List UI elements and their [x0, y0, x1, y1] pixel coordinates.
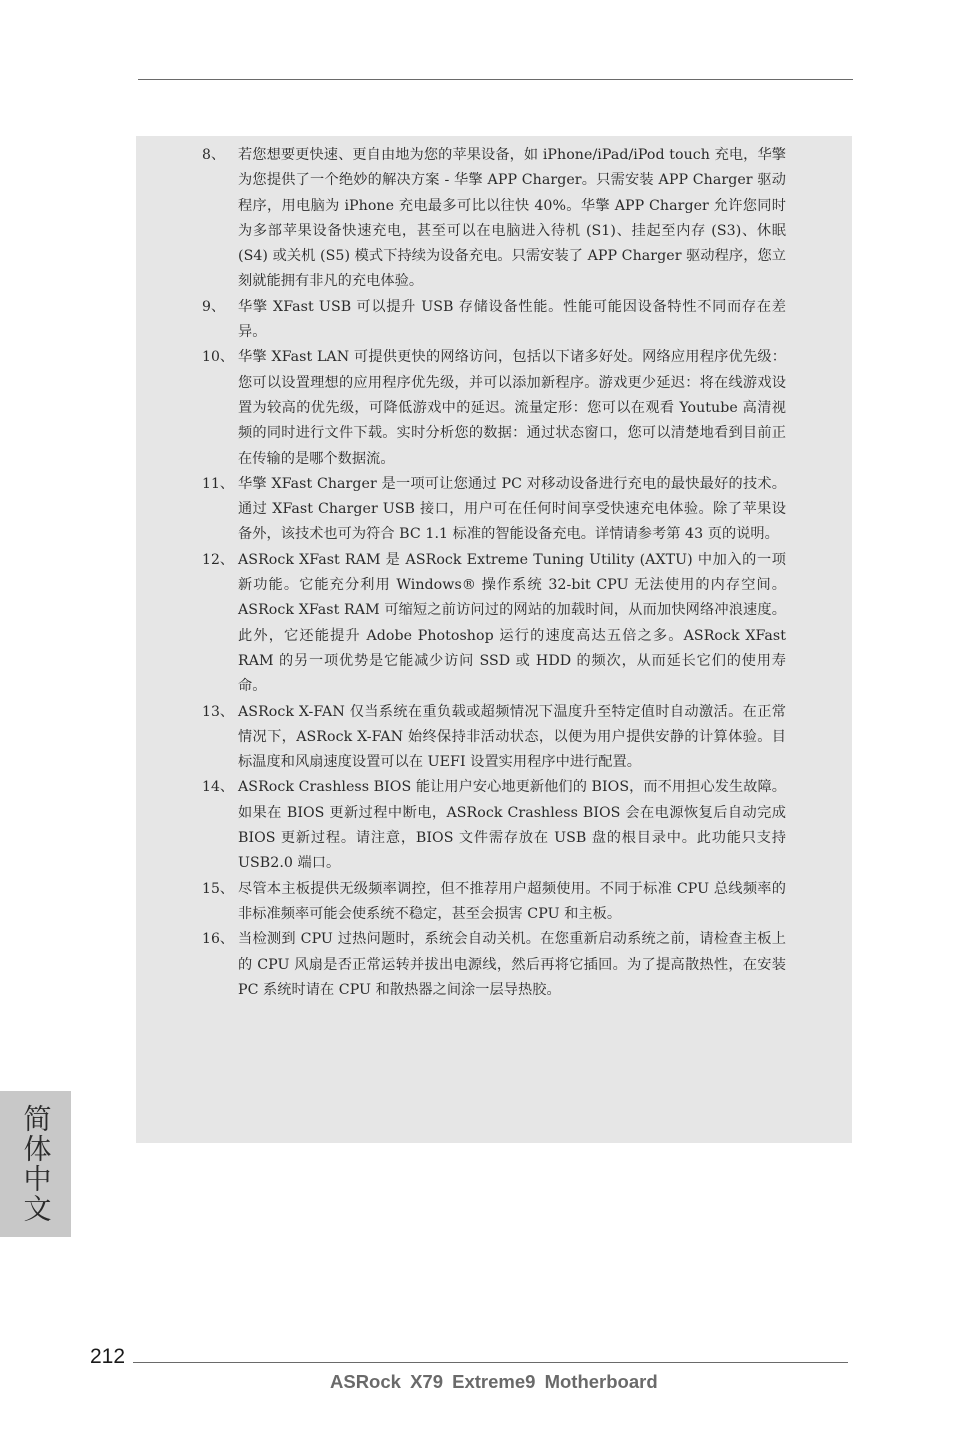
note-item-8 — [200, 143, 786, 295]
note-text: ASRock XFast RAM 是 ASRock Extreme Tuning Utility (AXTU) 中加入的一项新功能。它能充分利用 Windows® 操作系统 32-bit CPU 无法使用的内存空间。ASRock XFast RAM 可缩短之前访问过的网站的加载时间，从而加快网络冲浪速度。此外，它还能提升 Adobe Photoshop 运行的速度高达五倍之多。ASRock XFast RAM 的另一项优势是它能减少访问 SSD 或 HDD 的频次，从而延长它们的使用寿命。 — [238, 551, 786, 695]
language-tab-label: 简体中文 — [19, 1104, 53, 1224]
note-text: 华擎 XFast LAN 可提供更快的网络访问，包括以下诸多好处。网络应用程序优先级：您可以设置理想的应用程序优先级，并可以添加新程序。游戏更少延迟：将在线游戏设置为较高的优先级，可降低游戏中的延迟。流量定形：您可以在观看 Youtube 高清视频的同时进行文件下载。实时分析您的数据：通过状态窗口，您可以清楚地看到目前正在传输的是哪个数据流。 — [238, 349, 786, 467]
note-text: 当检测到 CPU 过热问题时，系统会自动关机。在您重新启动系统之前，请检查主板上的 CPU 风扇是否正常运转并拔出电源线，然后再将它插回。为了提高散热性，在安装 PC 系统时请在 CPU 和散热器之间涂一层导热胶。 — [238, 931, 786, 998]
note-item-13 — [200, 700, 786, 776]
note-text: ASRock Crashless BIOS 能让用户安心地更新他们的 BIOS，而不用担心发生故障。如果在 BIOS 更新过程中断电，ASRock Crashless BIOS 会在电源恢复后自动完成 BIOS 更新过程。请注意，BIOS 文件需存放在 USB 盘的根目录中。此功能只支持 USB2.0 端口。 — [238, 779, 786, 872]
header-rule — [138, 79, 853, 80]
note-text: 尽管本主板提供无级频率调控，但不推荐用户超频使用。不同于标准 CPU 总线频率的非标准频率可能会使系统不稳定，甚至会损害 CPU 和主板。 — [238, 880, 786, 922]
note-number: 16、 — [202, 931, 234, 948]
notes-list — [200, 143, 786, 1003]
note-number: 14、 — [202, 779, 234, 796]
note-text: ASRock X-FAN 仅当系统在重负载或超频情况下温度升至特定值时自动激活。在正常情况下，ASRock X-FAN 始终保持非活动状态，以便为用户提供安静的计算体验。目标温度和风扇速度设置可以在 UEFI 设置实用程序中进行配置。 — [238, 703, 786, 771]
note-number: 8、 — [202, 147, 226, 163]
note-text: 华擎 XFast Charger 是一项可让您通过 PC 对移动设备进行充电的最快最好的技术。通过 XFast Charger USB 接口，用户可在任何时间享受快速充电体验。除了苹果设备外，该技术也可为符合 BC 1.1 标准的智能设备充电。详情请参考第 43 页的说明。 — [238, 475, 786, 543]
note-item-14 — [200, 775, 786, 876]
language-tab — [0, 1091, 71, 1237]
note-item-9 — [200, 295, 786, 346]
footer-rule — [133, 1362, 848, 1363]
note-item-15 — [200, 877, 786, 928]
note-text: 华擎 XFast USB 可以提升 USB 存储设备性能。性能可能因设备特性不同而存在差异。 — [238, 298, 786, 341]
note-number: 12、 — [202, 551, 234, 568]
note-number: 9、 — [202, 298, 226, 315]
note-number: 15、 — [202, 880, 234, 897]
page-number: 212 — [90, 1345, 126, 1368]
footer-title: ASRock X79 Extreme9 Motherboard — [330, 1371, 658, 1392]
note-item-16 — [200, 927, 786, 1003]
note-number: 13、 — [202, 703, 234, 720]
note-number: 11、 — [202, 475, 234, 492]
note-number: 10、 — [202, 349, 234, 366]
note-text: 若您想要更快速、更自由地为您的苹果设备，如 iPhone/iPad/iPod touch 充电，华擎为您提供了一个绝妙的解决方案 - 华擎 APP Charger。只需安装 APP Charger 驱动程序，用电脑为 iPhone 充电最多可比以往快 40%。华擎 APP Charger 允许您同时为多部苹果设备快速充电，甚至可以在电脑进入待机 (S1)、挂起至内存 (S3)、休眠 (S4) 或关机 (S5) 模式下持续为设备充电。只需安装了 APP Charger 驱动程序，您立刻就能拥有非凡的充电体验。 — [238, 147, 786, 290]
note-item-12 — [200, 548, 786, 700]
note-item-11 — [200, 472, 786, 548]
note-item-10 — [200, 345, 786, 471]
